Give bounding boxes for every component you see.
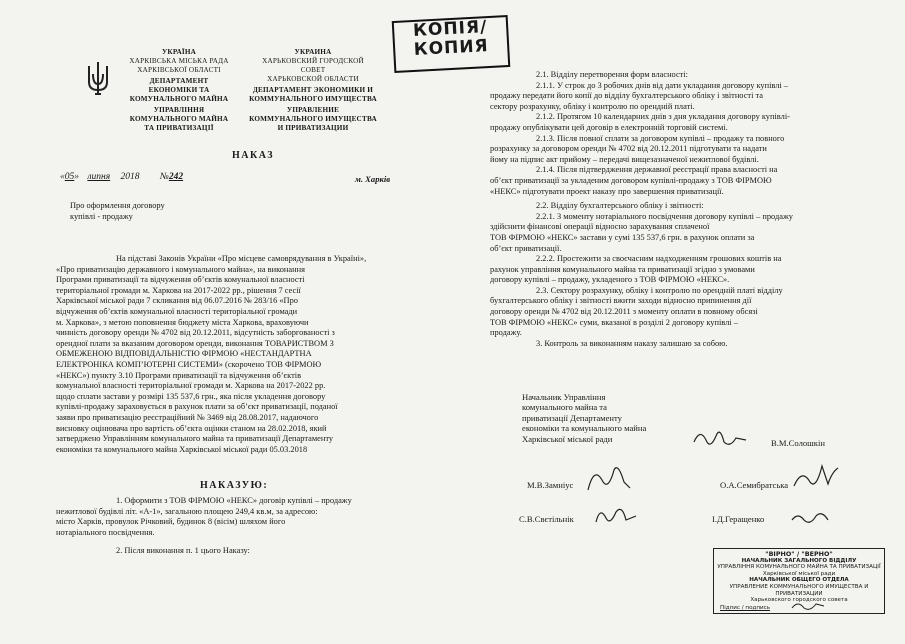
certification-signature: [790, 598, 826, 614]
approver-left-1: М.В.Замніус: [527, 480, 574, 490]
preamble-paragraph: На підставі Законів України «Про місцеве самоврядування в Україні», «Про приватизацію державного і комунального майна», на виконання Програми приватизації та відчуження об’єктів комунальної власності територіальної громади м. Харкова на 2017-2022 рр., рішення 7 сесії Харківської міської ради 7 скликання від 06.07.2016 № 283/16 «Про відчуження об’єктів комунальної власності територіальної громади м. Харкова», з метою поповнення бюджету міста Харкова, враховуючи чинність договору оренди № 4702 від 20.12.2011, відсутність заборгованості з орендної плати за вказаним договором оренди, виконання ТОВАРИСТВОМ З ОБМЕЖЕНОЮ ВІДПОВІДАЛЬНІСТЮ ФІРМОЮ «НЕСТАНДАРТНА ЕЛЕКТРОНІКА КОМП’ЮТЕРНІ СИСТЕМИ» (скорочено ТОВ ФІРМОЮ «НЕКС») пункту 3.10 Програми приватизації та відчуження об’єктів комунальної власності територіальної громади м. Харкова на 2017-2022 рр. щодо сплати застави у розмірі 135 537,6 грн., яка після укладення договору купівлі-продажу зараховується в рахунок плати за об’єкт приватизації, поданої заяви про приватизацію реєстраційний № 3469 від 28.08.2017, надаючого висновку оцінювача про вартість об’єкта оцінки станом на 28.02.2018, який затверджено Управлінням комунального майна та приватизації Департаменту економіки та комунального майна Харківської міської ради 05.03.2018: [56, 254, 367, 454]
certification-sign-label: Підпис / подпись: [720, 604, 771, 611]
order-subject: Про оформлення договору купівлі - продажу: [70, 201, 165, 221]
copy-stamp: КОПІЯ/ КОПИЯ: [392, 15, 511, 73]
approver-right-2: І.Д.Геращенко: [712, 514, 765, 524]
approver-left-2: С.В.Свєтільнік: [519, 514, 574, 524]
order-number-prefix: №: [159, 172, 169, 182]
order-title: НАКАЗ: [232, 150, 275, 161]
order-number: 242: [168, 172, 184, 182]
approver-right-2-signature: [788, 506, 834, 528]
header-right: УКРАИНА ХАРЬКОВСКИЙ ГОРОДСКОЙ СОВЕТ ХАРЬКОВСКОЙ ОБЛАСТИ ДЕПАРТАМЕНТ ЭКОНОМИКИ И КОММУНАЛЬНОГО ИМУЩЕСТВА УПРАВЛЕНИЕ КОММУНАЛЬНОГО ИМУЩЕСТВА И ПРИВАТИЗАЦИИ: [249, 48, 377, 132]
approver-left-1-signature: [584, 460, 634, 496]
certification-stamp: "ВІРНО" / "ВЕРНО" НАЧАЛЬНИК ЗАГАЛЬНОГО ВІДДІЛУ УПРАВЛІННЯ КОМУНАЛЬНОГО МАЙНА ТА ПРИВАТИЗАЦІЇ Харківської міської ради НАЧАЛЬНИК ОБЩЕГО ОТДЕЛА УПРАВЛЕНИЕ КОММУНАЛЬНОГО ИМУЩЕСТВА И ПРИВАТИЗАЦИИ Харьковского городского совета Підпис / подпись: [713, 548, 885, 614]
head-name: В.М.Солошкін: [771, 438, 825, 448]
order-date-line: «05» липня 2018 №242: [60, 172, 184, 182]
order-date-month: липня: [87, 172, 111, 182]
right-column-body: 2.1. Відділу перетворення форм власності: 2.1.1. У строк до 3 робочих днів від дати укладання договору купівлі – продажу передати його копії до відділу бухгалтерського обліку і звітності та сектору розрахунку, обліку і контролю по орендній платі. 2.1.2. Протягом 10 календарних днів з дня укладання договору купівлі- продажу опублікувати цей договір в електронній торговій системі. 2.1.3. Після повної сплати за договором купівлі – продажу та повного розрахунку за договором оренди № 4702 від 20.12.2011 підготувати та надати йому на підпис акт прийому – передачі вищезазначеної нежитлової будівлі. 2.1.4. Після підтвердження державної реєстрації права власності на об’єкт приватизації за укладеним договором купівлі-продажу з ТОВ ФІРМОЮ «НЕКС» підготувати проект наказу про завершення приватизації. 2.2. Відділу бухгалтерського обліку і звітності: 2.2.1. З моменту нотаріального посвідчення договору купівлі – продажу здійснити фінансові операції відносно зарахування сплаченої ТОВ ФІРМОЮ «НЕКС» застави у сумі 135 537,6 грн. в рахунок оплати за об’єкт приватизації. 2.2.2. Простежити за своєчасним надходженням грошових коштів на рахунок управління комунального майна та приватизації згідно з умовами договору купівлі – продажу, укладеного з ТОВ ФІРМОЮ «НЕКС». 2.3. Сектору розрахунку, обліку і контролю по орендній платі відділу бухгалтерського обліку і звітності вжити заходи відносно припинення дії договору оренди № 4702 від 20.12.2011 з моменту оплати в повному обсязі ТОВ ФІРМОЮ «НЕКС» суми, вказаної в розділі 2 договору купівлі – продажу. 3. Контроль за виконанням наказу залишаю за собою.: [490, 70, 793, 348]
order-date-year: 2018: [120, 172, 140, 182]
order-city: м. Харків: [355, 174, 391, 184]
order-directive-heading: НАКАЗУЮ:: [200, 480, 269, 491]
approver-right-1: О.А.Семибратська: [720, 480, 789, 490]
approver-right-1-signature: [790, 458, 840, 494]
header-left: УКРАЇНА ХАРКІВСЬКА МІСЬКА РАДА ХАРКІВСЬКОЇ ОБЛАСТІ ДЕПАРТАМЕНТ ЕКОНОМІКИ ТА КОМУНАЛЬНОГО МАЙНА УПРАВЛІННЯ КОМУНАЛЬНОГО МАЙНА ТА ПРИВАТИЗАЦІЇ: [129, 48, 229, 132]
order-date-day: 05: [64, 172, 75, 182]
head-position: Начальник Управління комунального майна та приватизації Департаменту економіки та комунального майна Харківської міської ради: [522, 392, 647, 444]
item-2: 2. Після виконання п. 1 цього Наказу:: [116, 546, 250, 555]
head-signature-scribble: [690, 424, 750, 454]
trident-emblem-icon: [85, 60, 111, 96]
approver-left-2-signature: [592, 502, 638, 528]
item-1: 1. Оформити з ТОВ ФІРМОЮ «НЕКС» договір купівлі – продажу нежитлової будівлі літ. «А-1», загальною площею 249,4 кв.м, за адресою: місто Харків, провулок Річковий, будинок 8 (вісім) шляхом його нотаріального посвідчення.: [56, 496, 352, 537]
